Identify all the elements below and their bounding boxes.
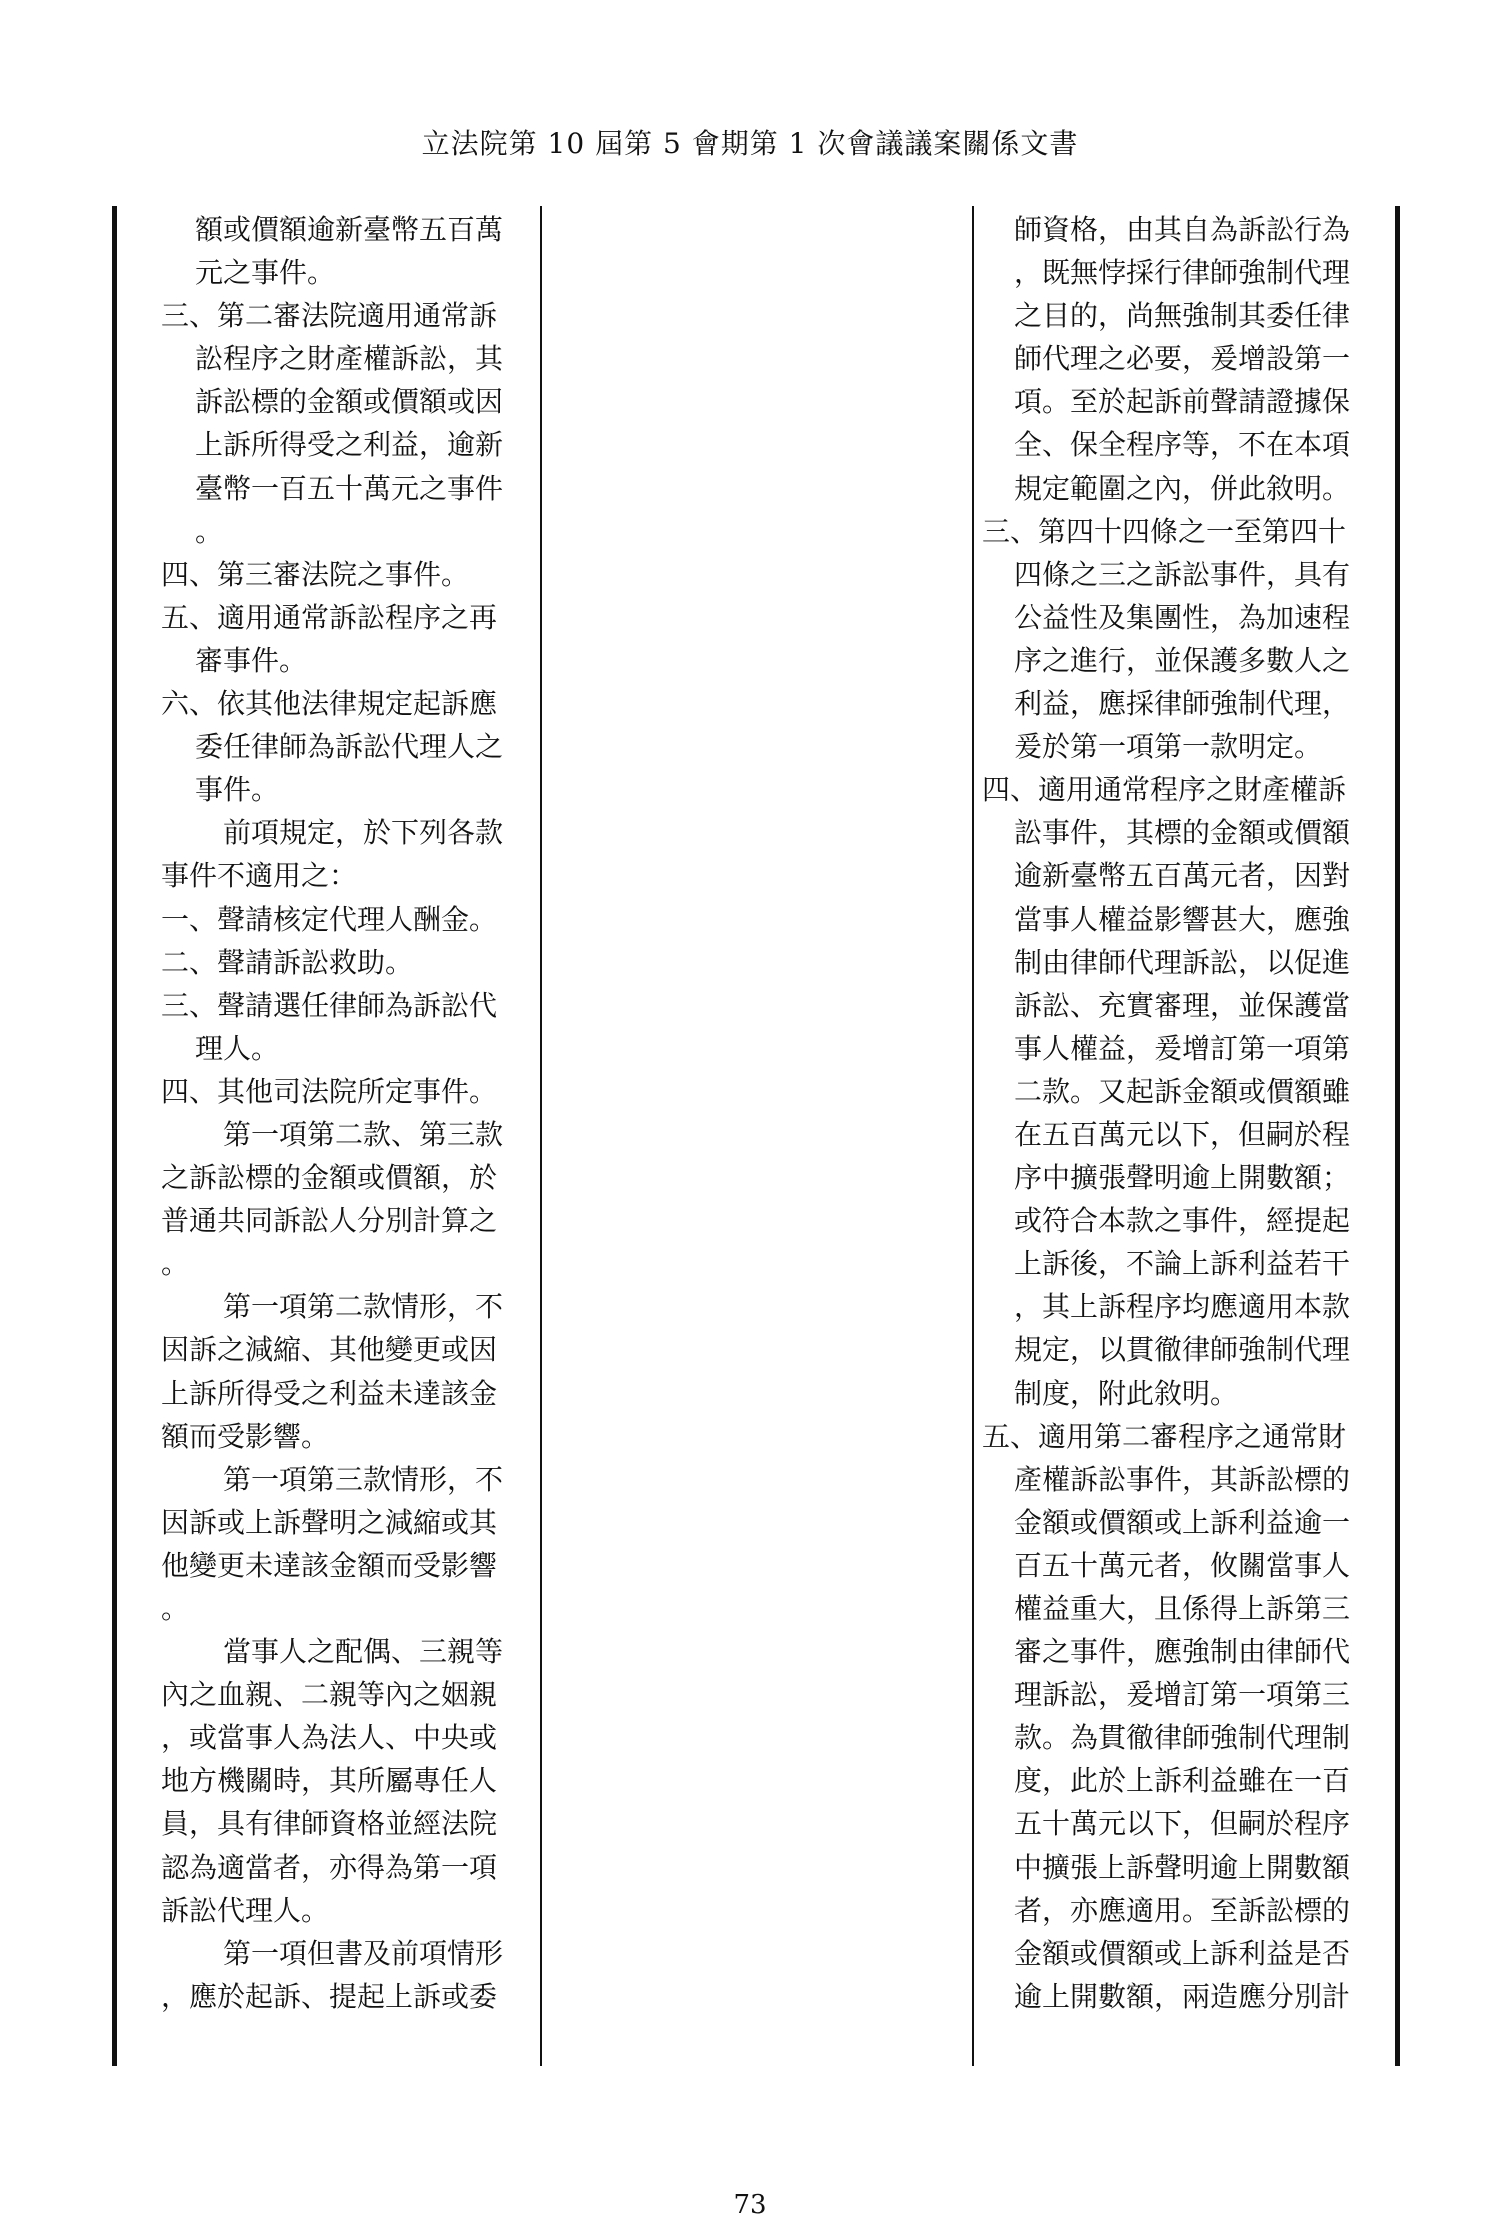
right-line: 金額或價額或上訴利益逾一	[1014, 1505, 1351, 1539]
right-line: 產權訴訟事件，其訴訟標的	[1014, 1462, 1351, 1496]
left-line: 之訴訟標的金額或價額，於	[161, 1161, 498, 1195]
left-line: 。	[161, 1247, 190, 1281]
right-line: 項。至於起訴前聲請證據保	[1014, 385, 1351, 419]
left-line: 二、聲請訴訟救助。	[161, 945, 414, 979]
right-line: 爰於第一項第一款明定。	[1014, 730, 1323, 764]
right-outer-rule	[1395, 206, 1400, 2066]
left-line: 事件。	[195, 773, 280, 807]
left-line: 三、聲請選任律師為訴訟代	[161, 988, 498, 1022]
left-line: 訴訟標的金額或價額或因	[195, 385, 504, 419]
left-line: ，或當事人為法人、中央或	[161, 1721, 498, 1755]
right-line: 審之事件，應強制由律師代	[1014, 1635, 1351, 1669]
right-line: 逾上開數額，兩造應分別計	[1014, 1979, 1351, 2013]
left-line: 當事人之配偶、三親等	[223, 1635, 504, 1669]
right-line: 規定，以貫徹律師強制代理	[1014, 1333, 1351, 1367]
right-line: 在五百萬元以下，但嗣於程	[1014, 1117, 1351, 1151]
right-line: 師代理之必要，爰增設第一	[1014, 342, 1351, 376]
left-line: 理人。	[195, 1031, 280, 1065]
left-line: 六、依其他法律規定起訴應	[161, 687, 498, 721]
left-line: 上訴所得受之利益，逾新	[195, 428, 504, 462]
left-outer-rule	[112, 206, 117, 2066]
right-line: 五十萬元以下，但嗣於程序	[1014, 1807, 1351, 1841]
right-line: 訟事件，其標的金額或價額	[1014, 816, 1351, 850]
right-line: 四條之三之訴訟事件，具有	[1014, 557, 1351, 591]
left-line: 訴訟代理人。	[161, 1893, 330, 1927]
right-line: 全、保全程序等，不在本項	[1014, 428, 1351, 462]
left-line: 三、第二審法院適用通常訴	[161, 299, 498, 333]
left-line: 審事件。	[195, 643, 308, 677]
right-line: 中擴張上訴聲明逾上開數額	[1014, 1850, 1351, 1884]
left-line: 第一項第二款、第三款	[223, 1117, 504, 1151]
left-line: 第一項第二款情形，不	[223, 1290, 504, 1324]
right-line: 制度，附此敘明。	[1014, 1376, 1239, 1410]
left-line: 他變更未達該金額而受影響	[161, 1548, 498, 1582]
right-line: 公益性及集團性，為加速程	[1014, 600, 1351, 634]
right-line: 訴訟、充實審理，並保護當	[1014, 988, 1351, 1022]
left-line: 一、聲請核定代理人酬金。	[161, 902, 498, 936]
right-line: ，既無悖採行律師強制代理	[1014, 256, 1351, 290]
left-line: 第一項第三款情形，不	[223, 1462, 504, 1496]
left-line: 地方機關時，其所屬專任人	[161, 1764, 498, 1798]
left-line: 額而受影響。	[161, 1419, 330, 1453]
left-line: 因訴或上訴聲明之減縮或其	[161, 1505, 498, 1539]
right-line: 者，亦應適用。至訴訟標的	[1014, 1893, 1351, 1927]
right-line: 百五十萬元者，攸關當事人	[1014, 1548, 1351, 1582]
right-line: 上訴後，不論上訴利益若干	[1014, 1247, 1351, 1281]
page-number: 73	[733, 2190, 767, 2220]
left-line: 四、第三審法院之事件。	[161, 557, 470, 591]
right-line: 制由律師代理訴訟，以促進	[1014, 945, 1351, 979]
right-line: 事人權益，爰增訂第一項第	[1014, 1031, 1351, 1065]
right-line: 序之進行，並保護多數人之	[1014, 643, 1351, 677]
left-line: 。	[161, 1592, 190, 1625]
right-line: 逾新臺幣五百萬元者，因對	[1014, 859, 1351, 893]
right-line: 五、適用第二審程序之通常財	[982, 1419, 1347, 1453]
left-line: 員，具有律師資格並經法院	[161, 1807, 498, 1841]
right-line: 當事人權益影響甚大，應強	[1014, 902, 1351, 936]
left-line: 五、適用通常訴訟程序之再	[161, 600, 498, 634]
left-line: 內之血親、二親等內之姻親	[161, 1678, 498, 1712]
right-line: 理訴訟，爰增訂第一項第三	[1014, 1678, 1351, 1712]
right-line: 度，此於上訴利益雖在一百	[1014, 1764, 1351, 1798]
left-line: 委任律師為訴訟代理人之	[195, 730, 504, 764]
right-line: 款。為貫徹律師強制代理制	[1014, 1721, 1351, 1755]
left-line: 臺幣一百五十萬元之事件	[195, 471, 504, 505]
left-line: 普通共同訴訟人分別計算之	[161, 1204, 498, 1238]
left-line: 四、其他司法院所定事件。	[161, 1074, 498, 1108]
left-line: 訟程序之財產權訴訟，其	[195, 342, 504, 376]
right-line: 或符合本款之事件，經提起	[1014, 1204, 1351, 1238]
right-line: 三、第四十四條之一至第四十	[982, 514, 1347, 548]
left-line: 。	[195, 514, 224, 548]
right-line: 之目的，尚無強制其委任律	[1014, 299, 1351, 333]
left-line: 上訴所得受之利益未達該金	[161, 1376, 498, 1410]
left-line: 事件不適用之：	[161, 859, 358, 893]
right-inner-rule	[972, 206, 974, 2066]
right-line: ，其上訴程序均應適用本款	[1014, 1290, 1351, 1324]
left-line: 因訴之減縮、其他變更或因	[161, 1333, 498, 1367]
left-line: 元之事件。	[195, 256, 336, 290]
right-line: 利益，應採律師強制代理，	[1014, 687, 1351, 721]
right-line: 師資格，由其自為訴訟行為	[1014, 213, 1351, 246]
right-line: 二款。又起訴金額或價額雖	[1014, 1074, 1351, 1108]
right-line: 序中擴張聲明逾上開數額；	[1014, 1161, 1351, 1195]
left-text-column	[161, 208, 531, 2018]
page-header: 立法院第 10 屆第 5 會期第 1 次會議議案關係文書	[421, 127, 1079, 160]
left-line: 前項規定，於下列各款	[223, 816, 504, 850]
left-line: ，應於起訴、提起上訴或委	[161, 1979, 498, 2013]
right-line: 規定範圍之內，併此敘明。	[1014, 471, 1351, 505]
right-text-column	[982, 208, 1382, 2018]
left-line: 額或價額逾新臺幣五百萬	[195, 213, 504, 246]
left-inner-rule	[540, 206, 542, 2066]
right-line: 權益重大，且係得上訴第三	[1014, 1592, 1351, 1625]
right-line: 金額或價額或上訴利益是否	[1014, 1936, 1351, 1970]
left-line: 認為適當者，亦得為第一項	[161, 1850, 498, 1884]
right-line: 四、適用通常程序之財產權訴	[982, 773, 1347, 807]
left-line: 第一項但書及前項情形	[223, 1936, 504, 1970]
